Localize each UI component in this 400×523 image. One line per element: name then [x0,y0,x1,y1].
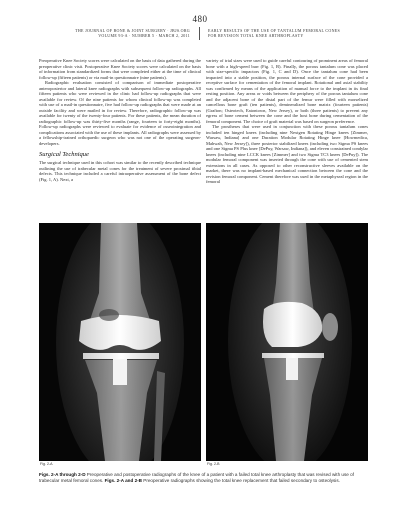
caption-bold-1: Figs. 2-A through 2-D [39,472,86,477]
article-title-line2: FOR REVISION TOTAL KNEE ARTHROPLASTY [208,33,304,39]
paragraph: The prostheses that were used in conjunction with these porous tantalum cones included ten hinged knees (including nine Nextgen Rotating Hinge knees [Zimmer, Warsaw, Indiana] and one Duration Modular Rotating Hinge knee [Howmedica, Mahwah, New Jersey]), three posterior stabilized knees (including two Sigma PS knees and one Sigma PS Plus knee [DePuy, Warsaw, Indiana]), and eleven constrained condylar knees (including nine LCCK knees [Zimmer] and two Sigma TC3 knees [DePuy]). The modular femoral component was inserted through the cone with use of cemented stem extensions in all cases. As opposed to other reconstructive sleeves available on the market, there was no implant-based mechanical connection between the cone and the revision femoral component. Cement therefore was used in the metaphyseal region in the femoral [206,124,368,184]
article-title-line1: EARLY RESULTS OF THE USE OF TANTALUM FEMORAL CONES [208,28,341,33]
journal-volume: VOLUME 93-A · NUMBER 5 · MARCH 2, 2011 [98,33,190,39]
figure-2b-label: Fig. 2-B [207,462,220,466]
paragraph: Preoperative Knee Society scores were calculated on the basis of data gathered during the preoperative clinic visit. Postoperative Knee Society scores were calculated on the basis of information from standardized forms that were completed either at the time of clinical follow-up (fifteen patients) or via mail-in questionnaire (nine patients). [39,58,201,80]
running-head-article [208,28,368,38]
figure-2b-radiograph [206,223,368,461]
caption-text-2: Preoperative radiographs showing the total knee replacement that failed secondary to osteolysis. [141,478,340,484]
running-head-journal [40,28,190,38]
figure-2a-radiograph [39,223,201,461]
caption-bold-2: Figs. 2-A and 2-B [104,478,142,484]
page-number: 480 [192,14,208,24]
right-column [206,58,368,185]
section-heading: Surgical Technique [39,151,89,158]
figure-caption [39,472,369,484]
running-head-divider [199,27,200,40]
paragraph: Radiographic evaluation consisted of comparison of immediate postoperative anteroposterior and lateral knee radiographs with subsequent follow-up radiographs. All fifteen patients who were reviewed in the clinic had follow-up radiographs that were available for review. Of the nine patients for whom clinical follow-up was completed with use of a mail-in questionnaire, five had follow-up radiographs that were made at an outside facility and were mailed in for review. Therefore, radiographic follow-up was available for twenty of the twenty-four patients. For these patients, the mean duration of radiographic follow-up was thirty-five months (range, fourteen to forty-eight months). Follow-up radiographs were reviewed to evaluate for evidence of osseointegration and complications associated with the use of these implants. All radiographs were assessed by a fellowship-trained orthopaedic surgeon who was not one of the operating surgeon-developers. [39,80,201,146]
figure-2a-label: Fig. 2-A [40,462,53,466]
paragraph: variety of trial sizes were used to guide careful contouring of prominent areas of femoral bone with a high-speed burr (Fig. 1, B). Finally, the porous tantalum cone was placed with size-specific impactors (Fig. 1, C and D). Once the tantalum cone had been impacted into a stable position, the porous internal surface of the cone provided a receptive surface for cementation of the femoral implant. Rotational and axial stability was confirmed by means of the application of manual force to the implant in its final resting position. Any areas or voids between the periphery of the porous tantalum cone and the adjacent bone of the distal part of the femur were filled with morselized cancellous bone graft (ten patients), demineralized bone matrix (fourteen patients) (Grafton; Osteotech, Eatontown, New Jersey), or both (three patients) to prevent any egress of bone cement between the cone and the host bone during cementation of the femoral component. The choice of graft material was based on surgeon preference. [206,58,368,124]
journal-title: THE JOURNAL OF BONE & JOINT SURGERY · JBJS.ORG [75,28,190,33]
caption-text-1: Preoperative and postoperative radiographs of the knee of a patient with a failed total knee arthroplasty that was revised with use of trabecular metal femoral cones. [39,472,354,484]
left-column [39,58,201,182]
paragraph: The surgical technique used in this cohort was similar to the recently described technique outlining the use of trabecular metal cones for the treatment of severe proximal tibial defects. This technique included a careful intraoperative assessment of the bone defect (Fig. 1, A). Next, a [39,160,201,182]
